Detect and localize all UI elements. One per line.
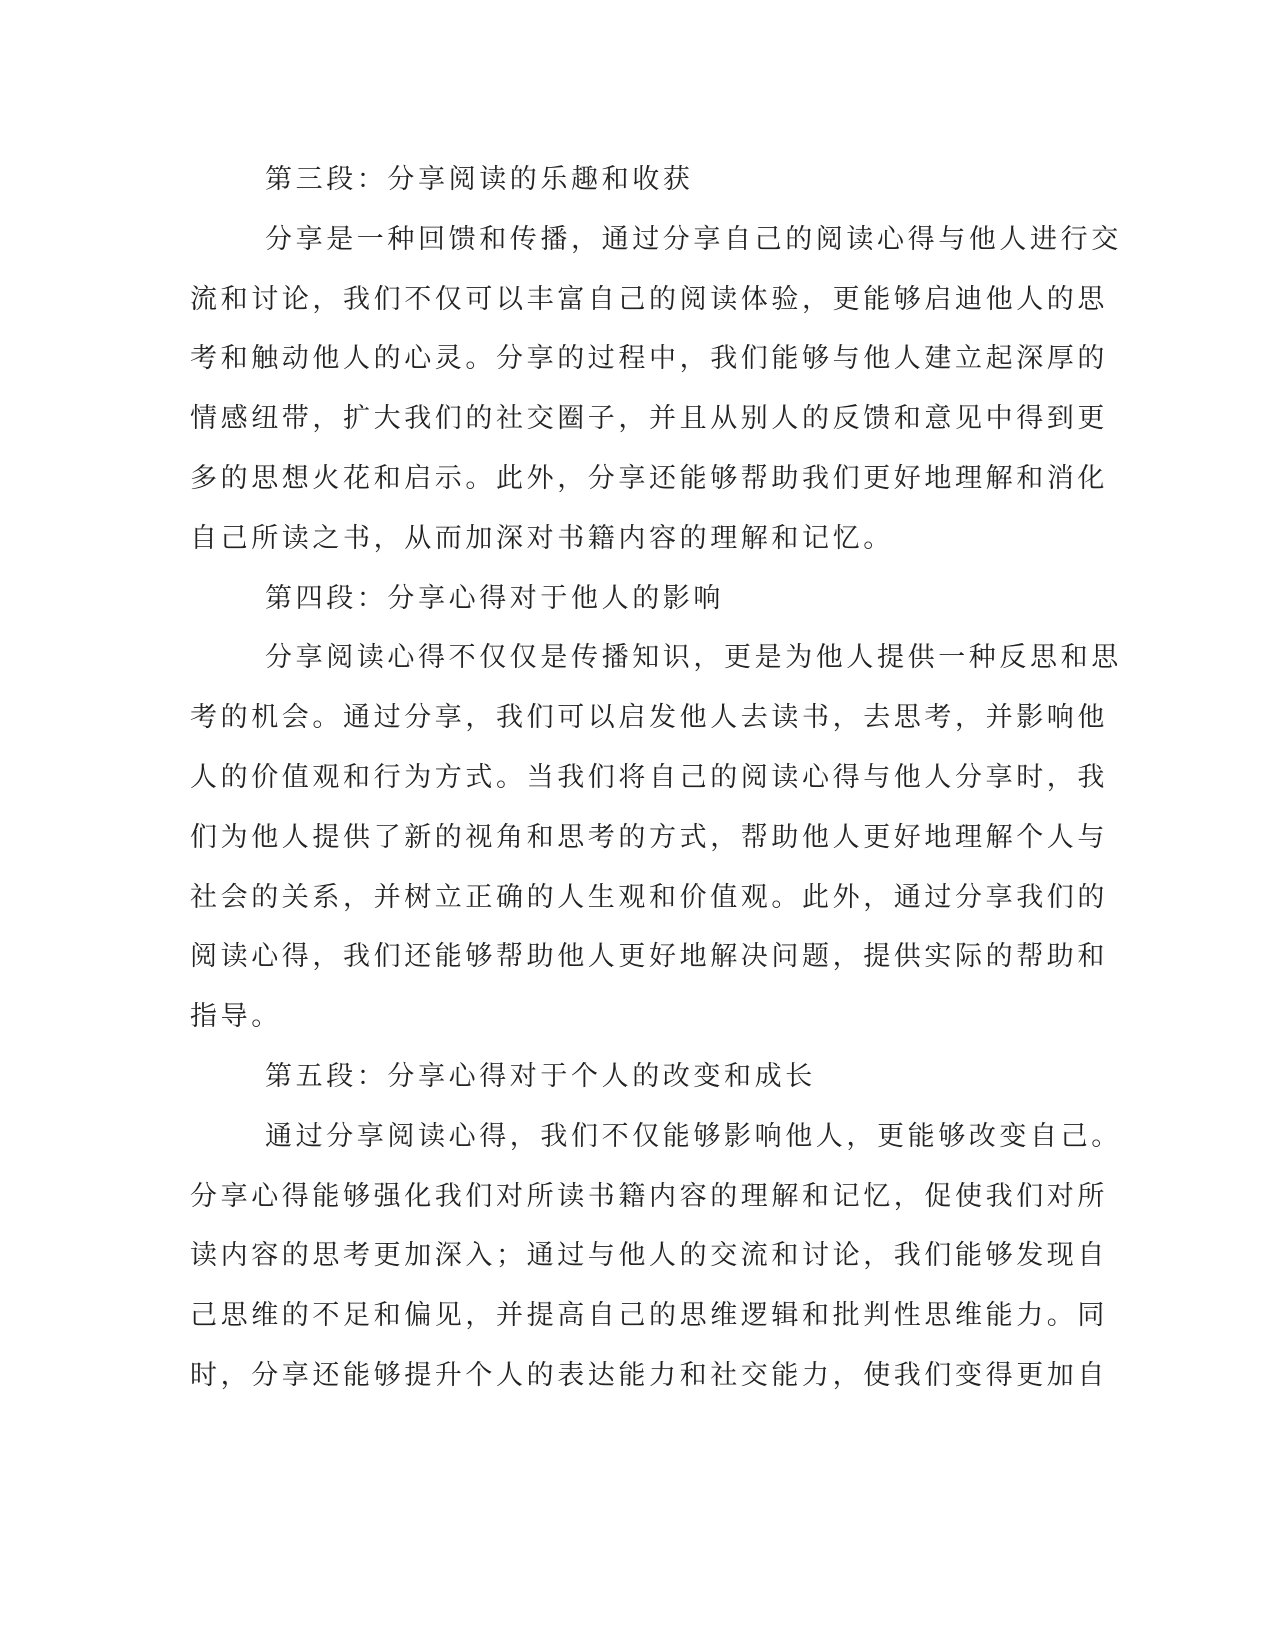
paragraph-line: 通过分享阅读心得，我们不仅能够影响他人，更能够改变自己。	[265, 1120, 1122, 1152]
paragraph-line: 分享阅读心得不仅仅是传播知识，更是为他人提供一种反思和思	[265, 642, 1122, 674]
paragraph-line: 们为他人提供了新的视角和思考的方式，帮助他人更好地理解个人与	[190, 821, 1108, 853]
section-heading-5: 第五段：分享心得对于个人的改变和成长	[265, 1061, 816, 1092]
paragraph-line: 时，分享还能够提升个人的表达能力和社交能力，使我们变得更加自	[190, 1360, 1108, 1391]
paragraph-line: 自己所读之书，从而加深对书籍内容的理解和记忆。	[190, 522, 894, 554]
paragraph-line: 指导。	[190, 1001, 282, 1033]
paragraph-line: 人的价值观和行为方式。当我们将自己的阅读心得与他人分享时，我	[190, 762, 1108, 793]
paragraph-line: 流和讨论，我们不仅可以丰富自己的阅读体验，更能够启迪他人的思	[190, 283, 1108, 315]
paragraph-line: 情感纽带，扩大我们的社交圈子，并且从别人的反馈和意见中得到更	[190, 403, 1108, 435]
paragraph-line: 社会的关系，并树立正确的人生观和价值观。此外，通过分享我们的	[190, 881, 1108, 913]
paragraph-line: 考的机会。通过分享，我们可以启发他人去读书，去思考，并影响他	[190, 702, 1108, 734]
section-heading-4: 第四段：分享心得对于他人的影响	[265, 582, 724, 614]
paragraph-line: 己思维的不足和偏见，并提高自己的思维逻辑和批判性思维能力。同	[190, 1300, 1108, 1332]
paragraph-line: 分享心得能够强化我们对所读书籍内容的理解和记忆，促使我们对所	[190, 1180, 1108, 1212]
paragraph-line: 多的思想火花和启示。此外，分享还能够帮助我们更好地理解和消化	[190, 463, 1108, 494]
paragraph-line: 读内容的思考更加深入；通过与他人的交流和讨论，我们能够发现自	[190, 1240, 1108, 1272]
paragraph-line: 阅读心得，我们还能够帮助他人更好地解决问题，提供实际的帮助和	[190, 941, 1108, 973]
section-heading-3: 第三段：分享阅读的乐趣和收获	[265, 164, 694, 195]
paragraph-line: 考和触动他人的心灵。分享的过程中，我们能够与他人建立起深厚的	[190, 343, 1108, 375]
paragraph-line: 分享是一种回馈和传播，通过分享自己的阅读心得与他人进行交	[265, 223, 1122, 255]
